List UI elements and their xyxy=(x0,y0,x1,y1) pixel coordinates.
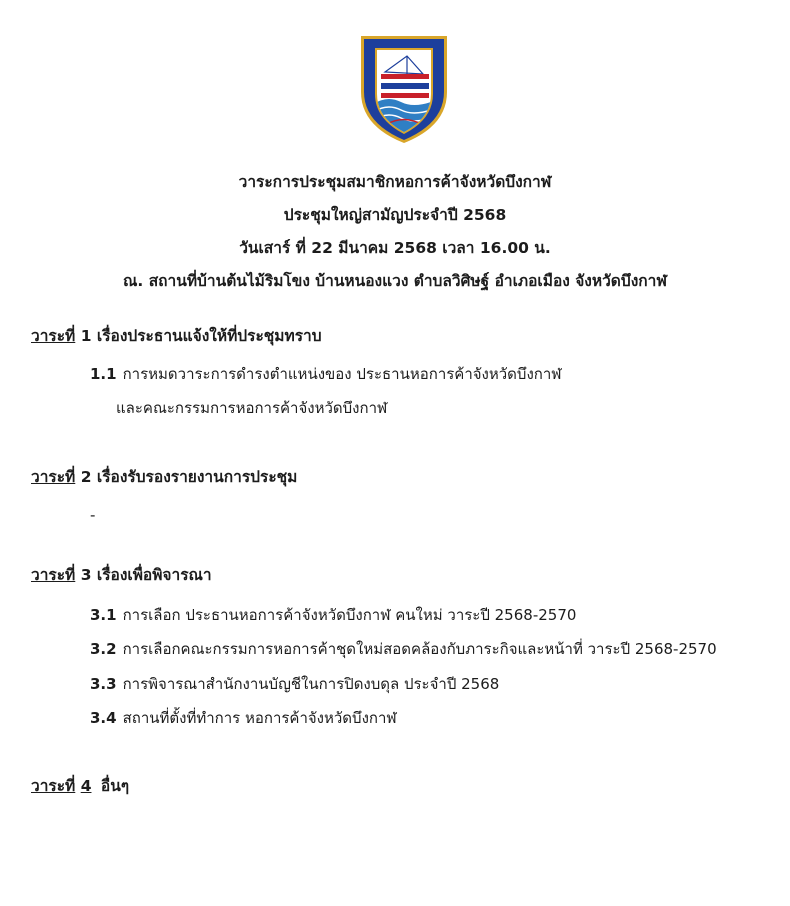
item-text: การเลือก ประธานหอการค้าจังหวัดบึงกาฬ คนใหม่ วาระปี 2568-2570 xyxy=(122,606,577,624)
meeting-date: วันเสาร์ ที่ 22 มีนาคม 2568 เวลา 16.00 น. xyxy=(239,239,551,257)
agenda-number: 1 xyxy=(80,327,92,345)
agenda-title: เรื่องเพื่อพิจารณา xyxy=(96,566,212,584)
meeting-venue: ณ. สถานที่บ้านต้นไม้ริมโขง บ้านหนองแวง ตำบลวิศิษฐ์ อำเภอเมือง จังหวัดบึงกาฬ xyxy=(123,272,667,290)
agenda-item-1-1-continuation: และคณะกรรมการหอการค้าจังหวัดบึงกาฬ xyxy=(116,399,388,417)
agenda-item-3-4 xyxy=(90,706,397,730)
agenda-heading-4 xyxy=(31,773,129,798)
agenda-heading-1 xyxy=(31,323,322,348)
agenda-label: วาระที่ xyxy=(31,468,76,486)
item-number: 3.3 xyxy=(90,675,117,693)
item-number: 1.1 xyxy=(90,365,117,383)
document-header xyxy=(0,166,790,298)
item-number: 3.2 xyxy=(90,640,117,658)
agenda-title: เรื่องรับรองรายงานการประชุม xyxy=(96,468,298,486)
item-text: การเลือกคณะกรรมการหอการค้าชุดใหม่สอดคล้องกับภาระกิจและหน้าที่ วาระปี 2568-2570 xyxy=(122,640,717,658)
agenda-label: วาระที่ xyxy=(31,777,76,795)
agenda-item-1-1 xyxy=(90,362,562,386)
logo xyxy=(355,30,453,146)
agenda-heading-3 xyxy=(31,562,212,587)
agenda-title: อื่นๆ xyxy=(100,777,130,795)
agenda-number: 3 xyxy=(80,566,92,584)
agenda-number: 2 xyxy=(80,468,92,486)
meeting-subtitle: ประชุมใหญ่สามัญประจำปี 2568 xyxy=(283,206,507,224)
item-number: 3.1 xyxy=(90,606,117,624)
item-number: 3.4 xyxy=(90,709,117,727)
agenda-title: เรื่องประธานแจ้งให้ที่ประชุมทราบ xyxy=(96,327,322,345)
agenda-label: วาระที่ xyxy=(31,327,76,345)
agenda-number: 4 xyxy=(80,777,92,795)
agenda-2-placeholder: - xyxy=(90,506,96,524)
agenda-item-3-3 xyxy=(90,672,499,696)
shield-emblem-icon xyxy=(355,30,453,146)
agenda-heading-2 xyxy=(31,464,297,489)
meeting-title: วาระการประชุมสมาชิกหอการค้าจังหวัดบึงกาฬ xyxy=(238,173,552,191)
item-text: สถานที่ตั้งที่ทำการ หอการค้าจังหวัดบึงกาฬ xyxy=(122,709,397,727)
agenda-item-3-2 xyxy=(90,637,717,661)
item-text: การหมดวาระการดำรงตำแหน่งของ ประธานหอการค้าจังหวัดบึงกาฬ xyxy=(122,365,562,383)
agenda-label: วาระที่ xyxy=(31,566,76,584)
agenda-item-3-1 xyxy=(90,603,576,627)
item-text: การพิจารณาสำนักงานบัญชีในการปิดงบดุล ประจำปี 2568 xyxy=(122,675,500,693)
